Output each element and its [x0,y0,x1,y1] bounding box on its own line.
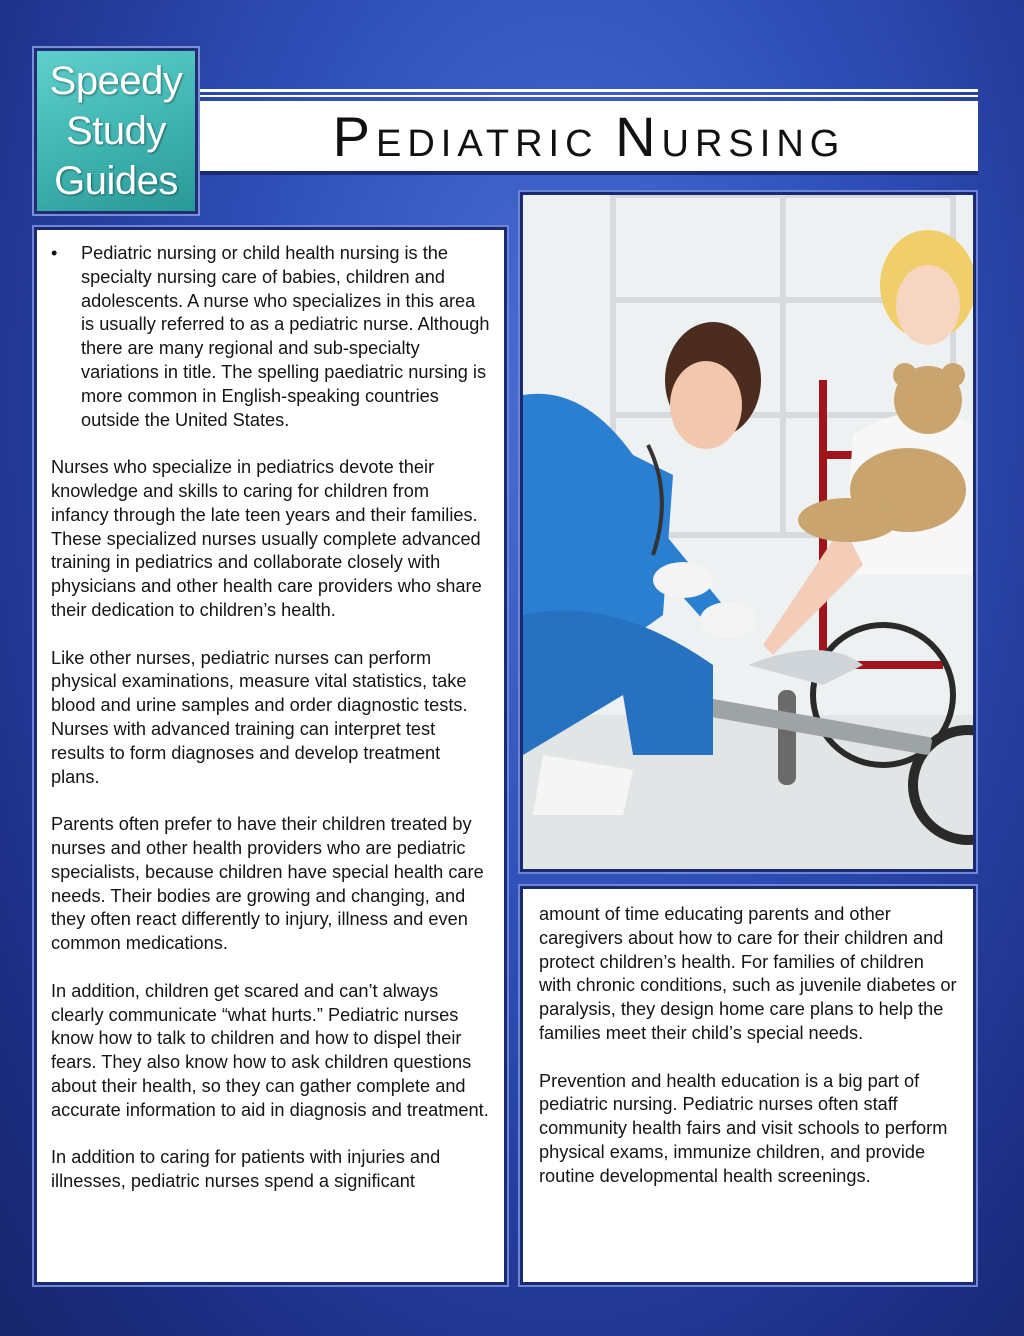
paragraph-parents: Parents often prefer to have their children treated by nurses and other health providers who are pediatric specialists, because children have special health care needs. Their bodies are growing and changing, and they often react differently to injury, illness and even common medications. [51,814,484,954]
title-bar [200,101,978,175]
intro-bullet [51,242,490,432]
paragraph-duties: Like other nurses, pediatric nurses can perform physical examinations, measure vital statistics, take blood and urine samples and order diagnostic tests. Nurses with advanced training can interpret test results to form diagnoses and develop treatment plans. [51,647,468,787]
right-text-panel [520,886,976,1285]
paragraph-education-start: In addition to caring for patients with injuries and illnesses, pediatric nurses spend a significant [51,1147,441,1192]
paragraph-educating-parents: amount of time educating parents and other caregivers about how to care for their children and protect children’s health. For families of children with chronic conditions, such as juvenile diabetes or paralysis, they design home care plans to help the families meet their child’s special needs. [539,904,957,1043]
intro-bullet-text: Pediatric nursing or child health nursing is the specialty nursing care of babies, children and adolescents. A nurse who specializes in this area is usually referred to as a pediatric nurse. Although there are many regional and sub-specialty variations in title. The spelling paediatric nursing is more common in English-speaking countries outside the United States. [81,243,490,430]
logo-line-1: Speedy [49,59,183,103]
paragraph-prevention: Prevention and health education is a big part of pediatric nursing. Pediatric nurses often staff community health fairs and visit schools to perform physical exams, immunize children, and provide routine developmental health screenings. [539,1070,948,1186]
nurse-photo [520,192,976,872]
logo-line-3: Guides [54,159,178,203]
left-text-panel [34,227,507,1285]
nurse-and-child-illustration [523,195,973,869]
logo-line-2: Study [66,109,166,153]
paragraph-communication: In addition, children get scared and can’t always clearly communicate “what hurts.” Pediatric nurses know how to talk to children and how to dispel their fears. They also know how to ask children questions about their health, so they can gather complete and accurate information to aid in diagnosis and treatment. [51,980,489,1120]
speedy-study-guides-logo [34,48,198,214]
paragraph-pediatric-specialists: Nurses who specialize in pediatrics devote their knowledge and skills to caring for children from infancy through the late teen years and their families. These specialized nurses usually complete advanced training in pediatrics and collaborate closely with physicians and other health care providers who share their dedication to children’s health. [51,457,482,620]
page-title: PEDIATRIC NURSING [332,104,846,168]
bullet-mark: • [51,243,58,263]
title-rule-top-thin [200,95,978,97]
title-rule-top [200,89,978,92]
